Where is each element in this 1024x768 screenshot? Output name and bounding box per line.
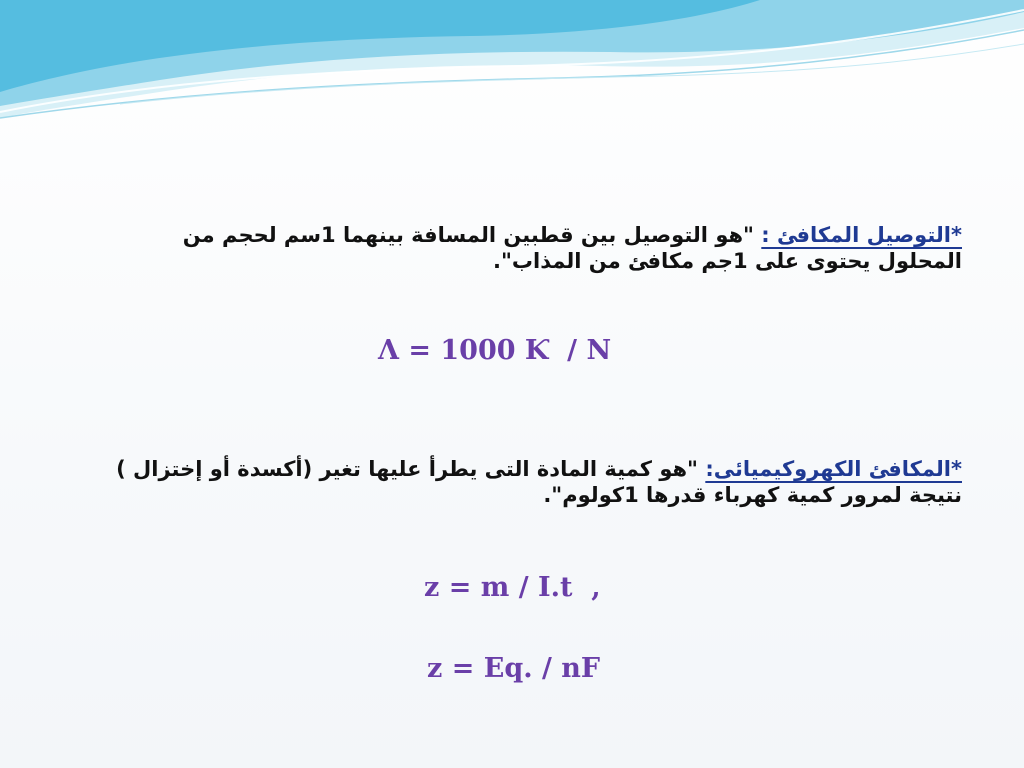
electrochemical-equivalent-body: "هو كمية المادة التى يطرأ عليها تغير (أكسدة أو إختزال ) نتيجة لمرور كمية كهرباء قدرها 1كولوم".: [116, 457, 962, 507]
equivalent-conductance-body: "هو التوصيل بين قطبين المسافة بينهما 1سم لحجم من المحلول يحتوى على 1جم مكافئ من المذاب".: [182, 223, 962, 273]
header-wave-decoration: [0, 0, 1024, 130]
equivalent-conductance-definition: [122, 222, 962, 274]
electrochemical-equivalent-term: *المكافئ الكهروكيميائى:: [705, 457, 962, 481]
electrochemical-equivalent-formula-2: z = Eq. / nF: [427, 653, 601, 684]
equivalent-conductance-term: *التوصيل المكافئ :: [761, 223, 962, 247]
equivalent-conductance-formula: Λ = 1000 Ƙ / N: [378, 335, 612, 366]
electrochemical-equivalent-definition: [62, 456, 962, 508]
electrochemical-equivalent-formula-1: z = m / I.t ,: [424, 572, 601, 603]
